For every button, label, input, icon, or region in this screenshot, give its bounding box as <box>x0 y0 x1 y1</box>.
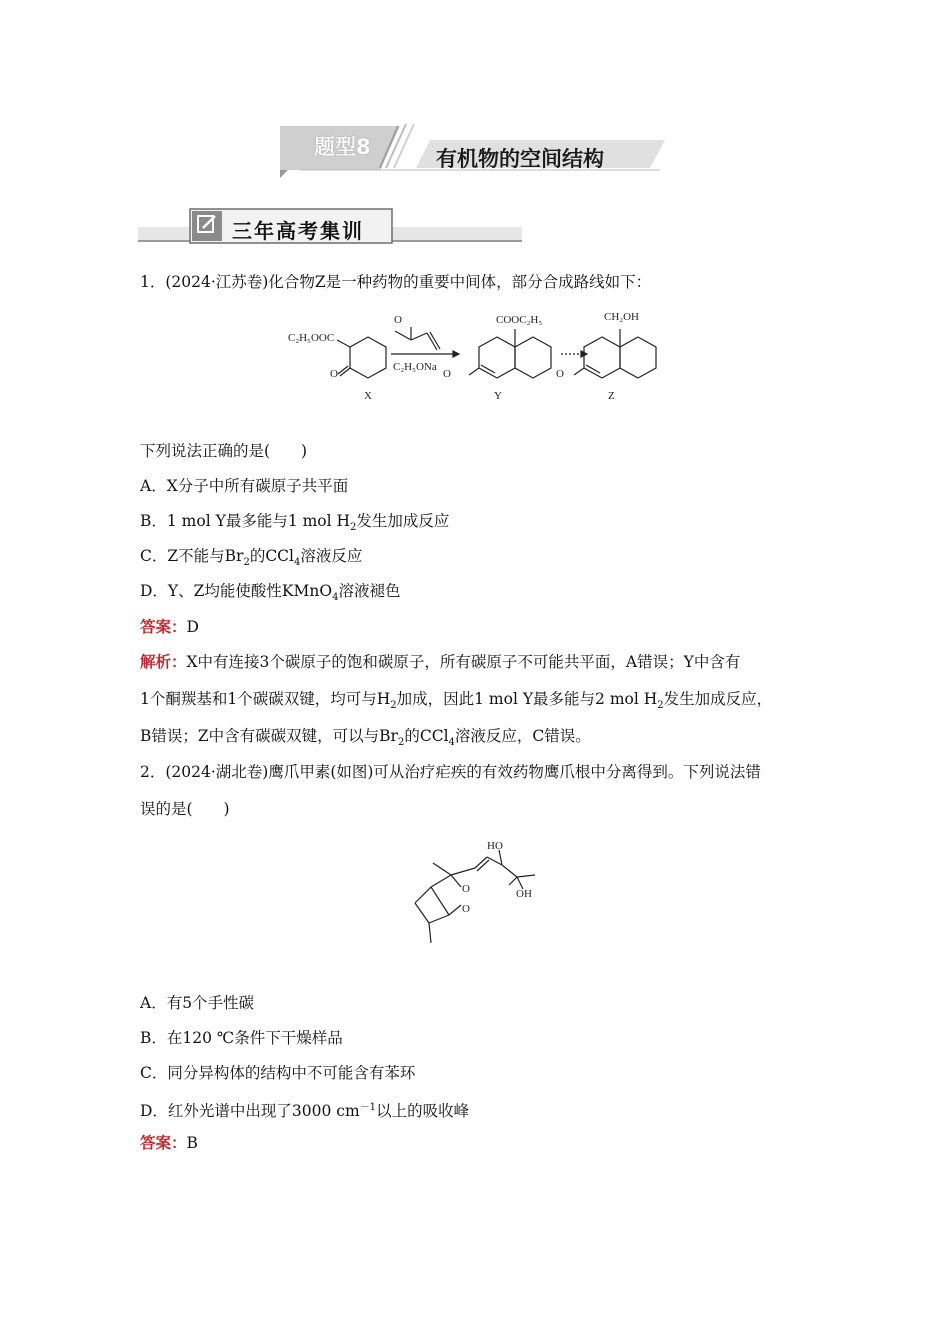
q2-intro-line-2: 误的是( ) <box>140 800 230 818</box>
q1-option-c: C．Z不能与$Br_2$的CCl$_4$溶液反应 <box>140 547 363 569</box>
type-label: 题型8 <box>314 135 371 159</box>
q1-option-a: A．X分子中所有碳原子共平面 <box>140 477 349 495</box>
q1-analysis-line-1: 解析：X中有连接3个碳原子的饱和碳原子，所有碳原子不可能共平面，A错误；Y中含有 <box>140 652 741 671</box>
enone-carbonyl-oxygen: O <box>394 314 402 326</box>
x-substituent: C₂H₅OOC <box>288 332 335 344</box>
q1-intro: 1．(2024·江苏卷)化合物Z是一种药物的重要中间体，部分合成路线如下： <box>140 273 652 291</box>
q1-option-d: D．Y、Z均能使酸性KMnO$_4$溶液褪色 <box>140 582 401 604</box>
q2-option-d: D．红外光谱中出现了3000 $cm^{-1}$以上的吸收峰 <box>140 1102 470 1121</box>
q1-option-b: B．1 mol Y最多能与1 mol $H_2$发生加成反应 <box>140 512 450 534</box>
hydroxyl-label-bottom: OH <box>516 888 532 900</box>
hydroxyl-label-top: HO <box>487 840 503 852</box>
q2-option-a: A．有5个手性碳 <box>140 994 255 1012</box>
q2-intro-line-1: 2．(2024·湖北卷)鹰爪甲素(如图)可从治疗疟疾的有效药物鹰爪根中分离得到。下列说法错 <box>140 763 761 781</box>
edit-icon <box>196 213 218 235</box>
z-substituent: CH₂OH <box>604 311 640 323</box>
label-z: Z <box>608 390 615 402</box>
q1-analysis-line-2: 1个酮羰基和1个碳碳双键，均可与$H_2$加成，因此1 mol Y最多能与2 mol $H_2$发生加成反应， <box>140 690 773 712</box>
q1-answer: 答案：D <box>140 617 199 636</box>
section-title: 三年高考集训 <box>232 219 364 243</box>
reagent-label: C₂H₅ONa <box>393 361 437 373</box>
q1-analysis-line-3: B错误；Z中含有碳碳双键，可以与$Br_2$的CCl$_4$溶液反应，C错误。 <box>140 727 591 749</box>
peroxide-oxygen-1: O <box>462 883 470 895</box>
q1-stem: 下列说法正确的是( ) <box>140 442 308 460</box>
q2-answer: 答案：B <box>140 1133 198 1152</box>
peroxide-oxygen-2: O <box>462 903 470 915</box>
x-carbonyl-oxygen: O <box>330 368 338 380</box>
y-carbonyl-oxygen: O <box>443 368 451 380</box>
label-y: Y <box>494 390 502 402</box>
y-substituent: COOC₂H₅ <box>496 314 543 326</box>
label-x: X <box>364 390 372 402</box>
q2-option-b: B．在120 ℃条件下干燥样品 <box>140 1029 343 1047</box>
q2-option-c: C．同分异构体的结构中不可能含有苯环 <box>140 1064 416 1082</box>
page-title: 有机物的空间结构 <box>436 147 604 171</box>
z-carbonyl-oxygen: O <box>556 368 564 380</box>
